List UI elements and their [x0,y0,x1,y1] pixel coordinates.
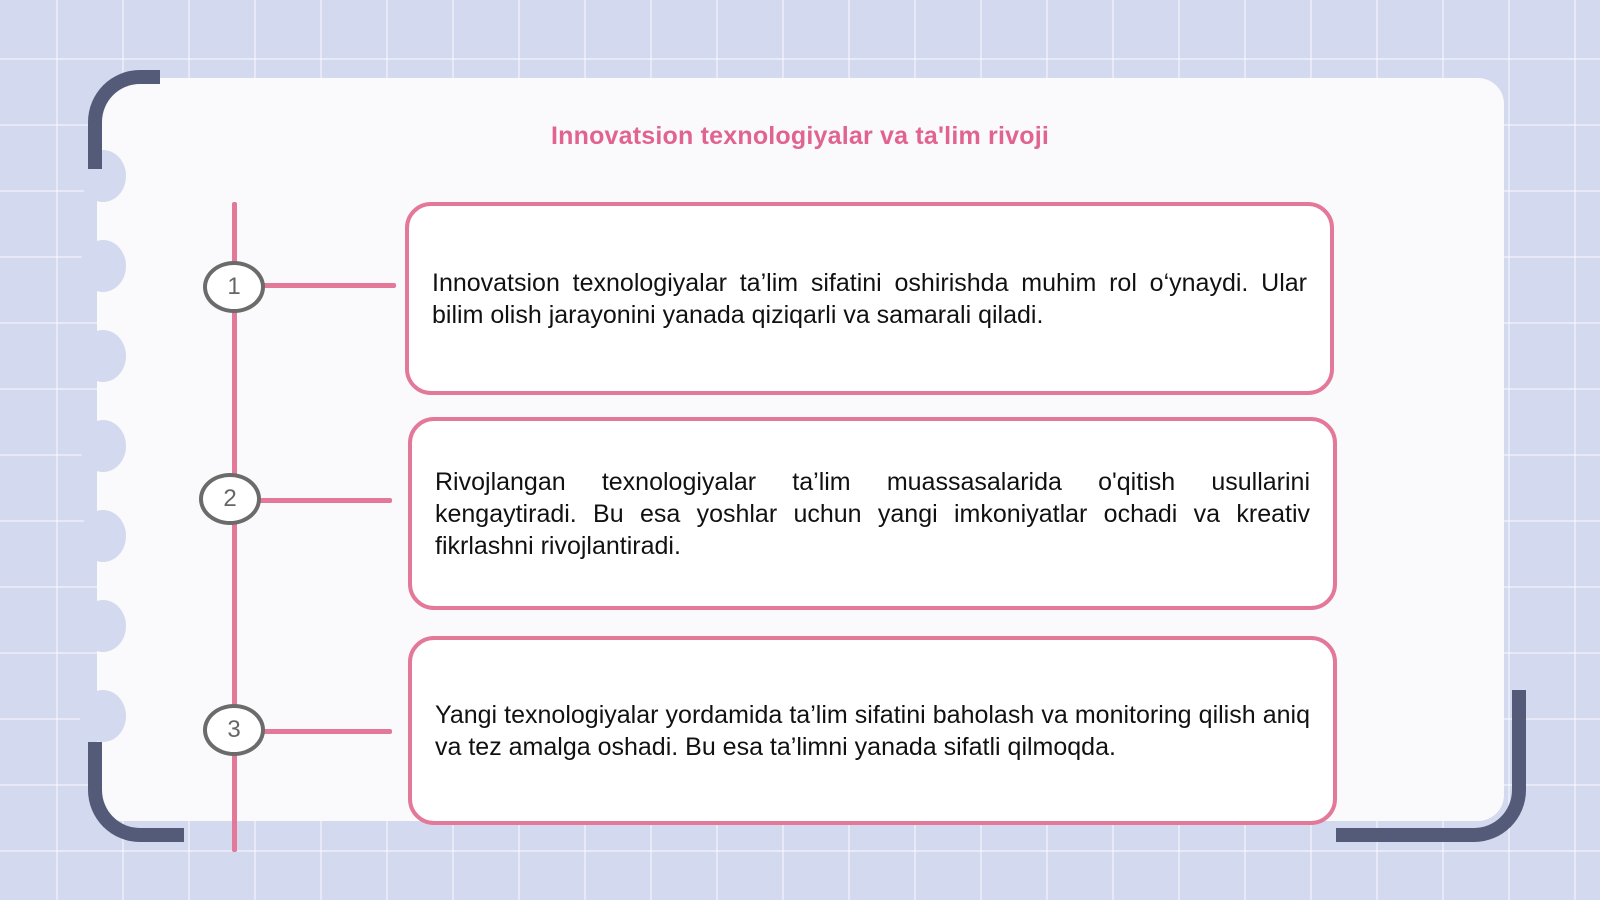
timeline-marker-2: 2 [199,473,261,525]
timeline-marker-1: 1 [203,261,265,313]
timeline-connector-2 [258,498,392,503]
paper-edge-notch [80,330,126,382]
timeline-connector-3 [262,729,392,734]
slide-title: Innovatsion texnologiyalar va ta'lim rivoji [550,122,1049,150]
paper-edge-notch [80,600,126,652]
corner-bracket-bottom-right [1336,690,1526,842]
card-text: Innovatsion texnologiyalar ta’lim sifatini oshirishda muhim rol o‘ynaydi. Ular bilim olish jarayonini yanada qiziqarli va samarali qiladi. [432,268,1307,329]
timeline-card-2 [408,417,1337,610]
corner-bracket-bottom-left [88,742,184,842]
timeline-connector-1 [262,283,396,288]
timeline-card-3 [408,636,1337,825]
card-text: Yangi texnologiyalar yordamida ta’lim sifatini baholash va monitoring qilish aniq va tez amalga oshadi. Bu esa ta’limni yanada sifatli qilmoqda. [435,700,1310,761]
paper-edge-notch [80,510,126,562]
paper-edge-notch [80,240,126,292]
timeline-card-1 [405,202,1334,395]
paper-edge-notch [80,690,126,742]
timeline-marker-3: 3 [203,704,265,756]
card-text: Rivojlangan texnologiyalar ta’lim muassasalarida o'qitish usullarini kengaytiradi. Bu esa yoshlar uchun yangi imkoniyatlar ochadi va kreativ fikrlashni rivojlantiradi. [435,467,1310,560]
corner-bracket-top-left [88,70,160,169]
paper-edge-notch [80,420,126,472]
